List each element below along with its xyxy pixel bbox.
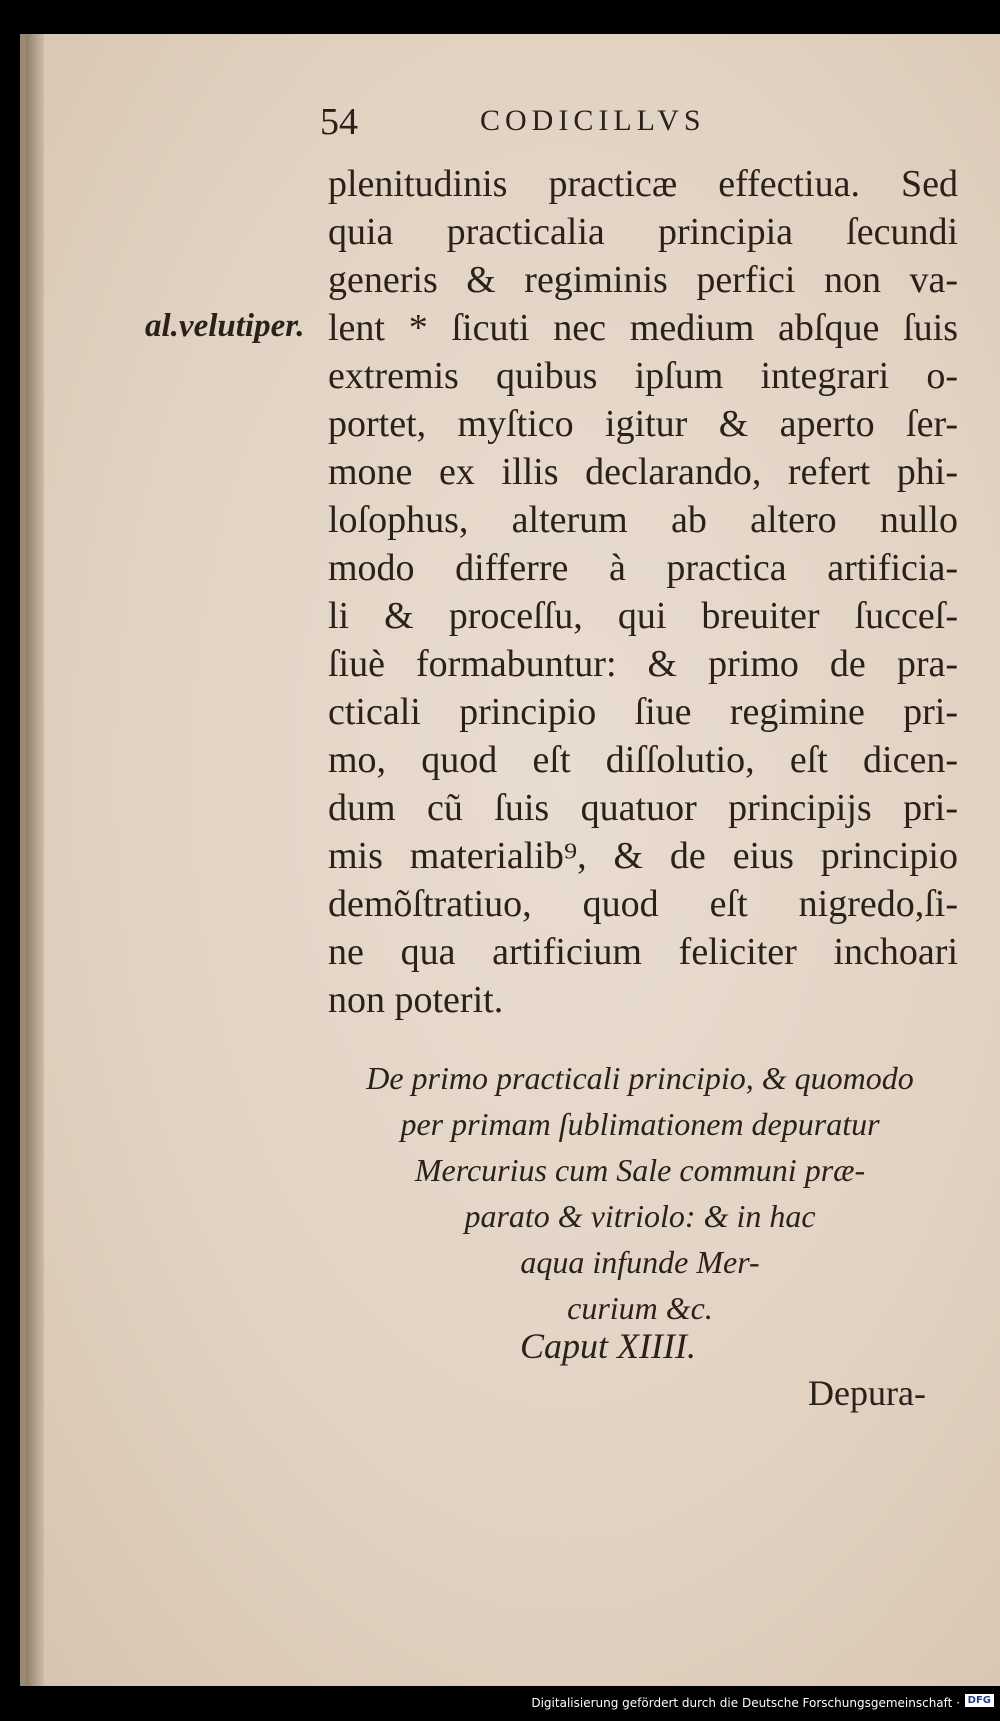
text-line: ne qua artificium feliciter inchoari [328, 931, 958, 973]
heading-line: De primo practicali principio, & quomodo [366, 1060, 914, 1096]
footer-credit: Digitalisierung gefördert durch die Deutsche Forschungsgemeinschaft · [531, 1696, 960, 1710]
chapter-heading [320, 1055, 960, 1331]
text-line: ſiuè formabuntur: & primo de pra- [328, 643, 958, 685]
text-line: mo, quod eſt diſſolutio, eſt dicen- [328, 739, 958, 781]
text-line: modo differre à practica artificia- [328, 547, 958, 589]
text-line: li & proceſſu, qui breuiter ſucceſ- [328, 595, 958, 637]
text-line: mone ex illis declarando, refert phi- [328, 451, 958, 493]
dfg-logo: DFG [965, 1694, 994, 1707]
text-line: mis materialib⁹, & de eius principio [328, 835, 958, 877]
text-line: portet, myſtico igitur & aperto ſer- [328, 403, 958, 445]
page-number: 54 [320, 101, 358, 143]
text-line: demõſtratiuo, quod eſt nigredo,ſi- [328, 883, 958, 925]
digitization-footer [0, 1686, 1000, 1721]
text-line: non poterit. [328, 979, 504, 1021]
heading-line: curium &c. [567, 1290, 713, 1326]
page-header [320, 100, 780, 160]
text-line: plenitudinis practicæ effectiua. Sed [328, 163, 958, 205]
heading-line: parato & vitriolo: & in hac [464, 1198, 816, 1234]
text-line: lent * ſicuti nec medium abſque ſuis [328, 307, 958, 349]
text-line: extremis quibus ipſum integrari o- [328, 355, 958, 397]
catchword: Depura- [808, 1373, 926, 1413]
text-line: cticali principio ſiue regimine pri- [328, 691, 958, 733]
heading-line: Mercurius cum Sale communi præ- [414, 1152, 866, 1188]
text-line: loſophus, alterum ab altero nullo [328, 499, 958, 541]
text-line: quia practicalia principia ſecundi [328, 211, 958, 253]
page-gutter [26, 34, 44, 1686]
heading-line: aqua infunde Mer- [520, 1244, 760, 1280]
running-head: CODICILLVS [480, 104, 706, 137]
heading-line: per primam ſublimationem depuratur [400, 1106, 880, 1142]
text-line: dum cũ ſuis quatuor principijs pri- [328, 787, 958, 829]
marginal-note: al.velutiper. [145, 308, 305, 344]
chapter-label: Caput XIIII. [520, 1326, 696, 1366]
body-text [328, 160, 958, 1024]
text-line: generis & regiminis perfici non va- [328, 259, 958, 301]
